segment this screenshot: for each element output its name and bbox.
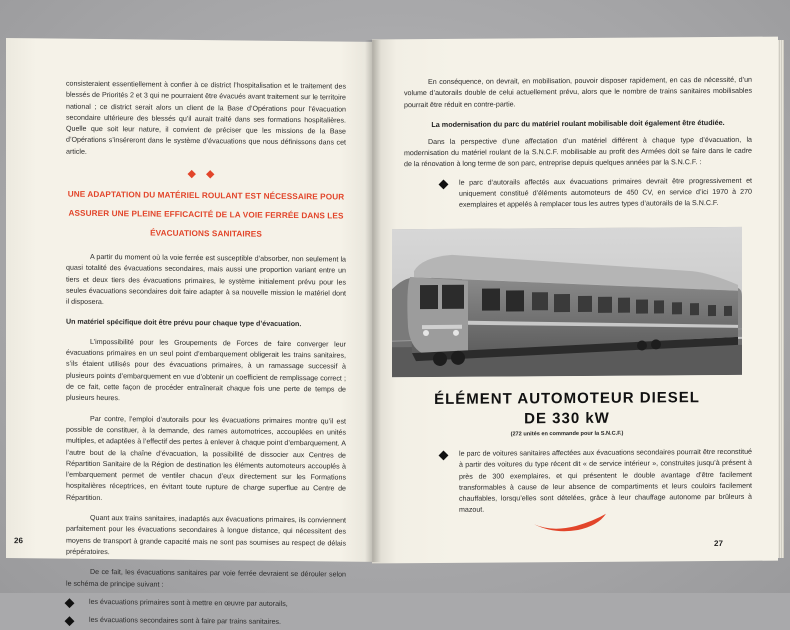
left-paragraph-6: De ce fait, les évacuations sanitaires par voie ferrée devraient se dérouler selon le schéma de principe suivant : [66, 568, 346, 589]
bullet-icon [439, 450, 449, 460]
caption-title-line-2: DE 330 kW [524, 409, 610, 428]
bullet-icon [439, 179, 449, 189]
caption-note: (272 unités en commande pour la S.N.C.F.) [510, 430, 624, 438]
left-paragraph-3: L’impossibilité pour les Groupements de Forces de faire converger leur évacuations primaires en un seul point d’embarquement obligerait les trains sanitaires, s’ils étaient utilisés pour des évacuations primaires, à un ramassage successif à plusieurs points d’embarquement en vue d’obtenir un coefficient de remplissage correct ; de ce fait, cette façon de procéder entraînerait chaque fois une perte de temps de plusieurs heures. [66, 337, 346, 403]
page-number-right: 27 [714, 538, 723, 549]
right-heading: La modernisation du parc du matériel roulant mobilisable doit également être étudiée. [431, 117, 725, 129]
book-gutter [365, 40, 381, 562]
bullet-icon [65, 598, 75, 608]
right-paragraph-2: Dans la perspective d’une affectation d’un matériel différent à chaque type d’évacuation, la modernisation du matériel roulant de la S.N.C.F. mobilisable au profit des Armées doit se faire dans le cadre de la rénovation à long terme de son parc, entreprise depuis quelques années par la S.N.C.F. : [404, 135, 752, 169]
left-bullet-1 [66, 596, 346, 610]
left-subheading: Un matériel spécifique doit être prévu pour chaque type d’évacuation. [66, 317, 302, 328]
left-paragraph-2: A partir du moment où la voie ferrée est susceptible d’absorber, non seulement la quasi totalité des évacuations secondaires, mais aussi une proportion variant entre un tiers et deux tiers des évacuations primaires, le système initialement prévu pour les seules évacuations secondaires doit faire adapter à sa nouvelle mission le matériel dont il disposera. [66, 252, 346, 307]
right-bullet-1-text: le parc d’autorails affectés aux évacuations primaires devrait être progressivement et uniquement constitué d’éléments automoteurs de 450 CV, en service d’ici 1970 à 270 exemplaires et appelés à remplacer tous les autres types d’autorails de la S.N.C.F. [459, 176, 752, 210]
red-swoosh-ornament [532, 512, 612, 533]
right-page [372, 37, 778, 564]
right-bullet-1 [404, 176, 752, 212]
page-edges [778, 40, 784, 558]
bullet-icon [65, 616, 75, 626]
red-section-title: UNE ADAPTATION DU MATÉRIEL ROULANT EST NÉCESSAIRE POUR ASSURER UNE PLEINE EFFICACITÉ DE LA VOIE FERRÉE DANS LES ÉVACUATIONS SANITAIRES [67, 189, 345, 239]
right-bullet-2-text: le parc de voitures sanitaires affectées aux évacuations secondaires pourrait être reconstitué à partir des voitures du type récent dit « de service intérieur », construites jusqu’à présent à près de 300 exemplaires, et qui présentent le double avantage d’être facilement transformables à cause de leur absence de compartiments et leurs couloirs facilement chauffables, lorsqu’elles sont dételées, grâce à leur chauffage autonome par brûleurs à mazout. [459, 447, 752, 515]
right-paragraph-1: En conséquence, on devrait, en mobilisation, pouvoir disposer rapidement, en cas de nécessité, d’un volume d’autorails double de celui actuellement prévu, alors que le nombre de trains sanitaires mobilisables pourrait être réduit en contre-partie. [404, 75, 752, 109]
left-bullet-2-text: les évacuations secondaires sont à faire par trains sanitaires. [89, 615, 282, 626]
left-bullet-1-text: les évacuations primaires sont à mettre en œuvre par autorails, [89, 597, 288, 608]
railcar-illustration [392, 227, 742, 377]
caption-title-line-1: ÉLÉMENT AUTOMOTEUR DIESEL [434, 389, 700, 408]
diamond-icon: ◆◆ [187, 167, 225, 181]
left-paragraph-4: Par contre, l’emploi d’autorails pour les évacuations primaires montre qu’il est possible de constituer, à la demande, des rames automotrices, accouplées en unités multiples, et adaptées à l’effectif des pertes à enlever à chaque point d’embarquement. A l’autre bout de la chaîne d’évacuation, la possibilité de dissocier aux Centres de Répartition Sanitaire de la Région de destination les éléments automoteurs accouplés à l’embarquement permet de ventiler chacun d’eux directement sur les Formations hospitalières réceptrices, en évitant toute rupture de charge superflue au Centre de Répartition. [66, 414, 346, 502]
right-bullet-2 [404, 447, 752, 517]
left-bullet-2 [66, 615, 346, 629]
left-paragraph-5: Quant aux trains sanitaires, inadaptés aux évacuations primaires, ils conviennent parfaitement pour les évacuations secondaires à longue distance, qui nécessitent des moyens de transport à grande capacité mais ne sont pas soumises au respect de délais prépératoires. [66, 513, 346, 557]
page-number-left: 26 [14, 536, 23, 546]
left-paragraph-1: consisteraient essentiellement à confier à ce district l’hospitalisation et le traitement des blessés de Priorités 2 et 3 qui ne pourraient être évacués avant traitement sur le territoire national ; ce district serait alors un client de la Base d’Opérations pour l’évacuation secondaire ultérieure des blessés qu’il aurait traité dans ses formations hospitalières. Quelle que soit leur nature, il convient de préciser que les missions de la Base d’Opérations s’inséreront dans le système d’évacuations que nous définissons dans cet article. [66, 79, 346, 156]
left-page [6, 38, 386, 626]
red-diamond-ornament [66, 166, 346, 182]
railcar-photo [392, 227, 742, 377]
